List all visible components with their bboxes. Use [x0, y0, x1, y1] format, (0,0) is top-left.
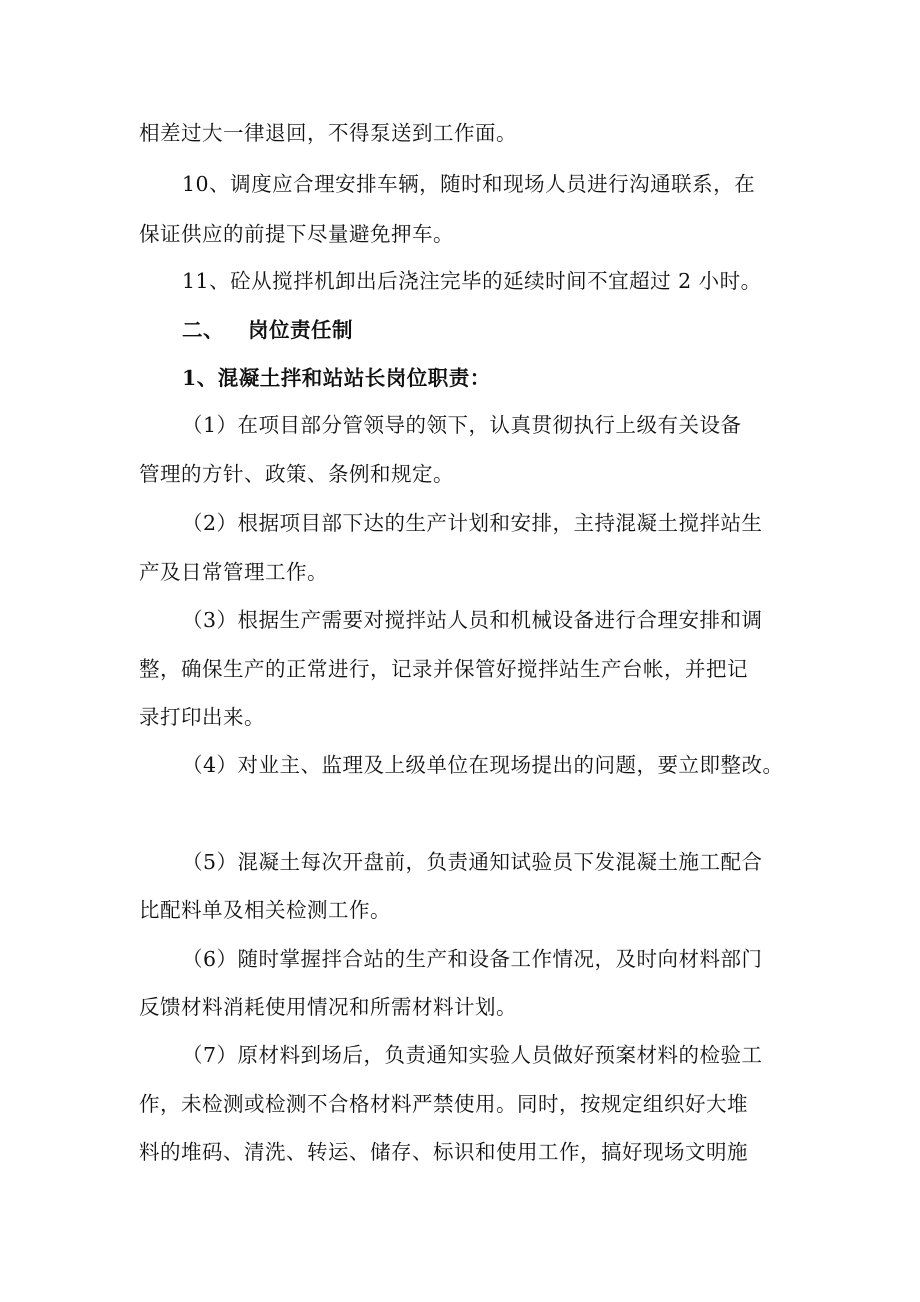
section-title: 岗位责任制 [248, 318, 353, 342]
duty-line: 产及日常管理工作。 [139, 560, 328, 584]
duty-line: 管理的方针、政策、条例和规定。 [139, 462, 454, 486]
duty-line: 整，确保生产的正常进行，记录并保管好搅拌站生产台帐，并把记 [139, 657, 748, 681]
text-line: 10、调度应合理安排车辆，随时和现场人员进行沟通联系，在 [182, 172, 756, 196]
duty-line: 录打印出来。 [139, 705, 265, 729]
duty-line: 料的堆码、清洗、转运、储存、标识和使用工作，搞好现场文明施 [139, 1140, 748, 1164]
duty-line: （1）在项目部分管领导的领下，认真贯彻执行上级有关设备 [182, 413, 742, 437]
duty-line: （2）根据项目部下达的生产计划和安排，主持混凝土搅拌站生 [182, 511, 763, 535]
duty-line: 反馈材料消耗使用情况和所需材料计划。 [139, 995, 517, 1019]
duty-line: 作，未检测或检测不合格材料严禁使用。同时，按规定组织好大堆 [139, 1092, 748, 1116]
duty-line: （7）原材料到场后，负责通知实验人员做好预案材料的检验工 [182, 1043, 763, 1067]
duty-line: 比配料单及相关检测工作。 [139, 898, 391, 922]
text-line: 相差过大一律退回，不得泵送到工作面。 [139, 121, 517, 145]
duty-line: （4）对业主、监理及上级单位在现场提出的问题，要立即整改。 [182, 753, 784, 777]
duty-line: （3）根据生产需要对搅拌站人员和机械设备进行合理安排和调 [182, 608, 763, 632]
duty-line: （5）混凝土每次开盘前，负责通知试验员下发混凝土施工配合 [182, 850, 763, 874]
text-line: 11、砼从搅拌机卸出后浇注完毕的延续时间不宜超过 2 小时。 [182, 269, 762, 293]
subheading: 1、混凝土拌和站站长岗位职责： [182, 366, 491, 390]
text-line: 保证供应的前提下尽量避免押车。 [139, 222, 454, 246]
section-number: 二、 [182, 318, 224, 342]
duty-line: （6）随时掌握拌合站的生产和设备工作情况，及时向材料部门 [182, 947, 763, 971]
section-heading [182, 316, 353, 344]
